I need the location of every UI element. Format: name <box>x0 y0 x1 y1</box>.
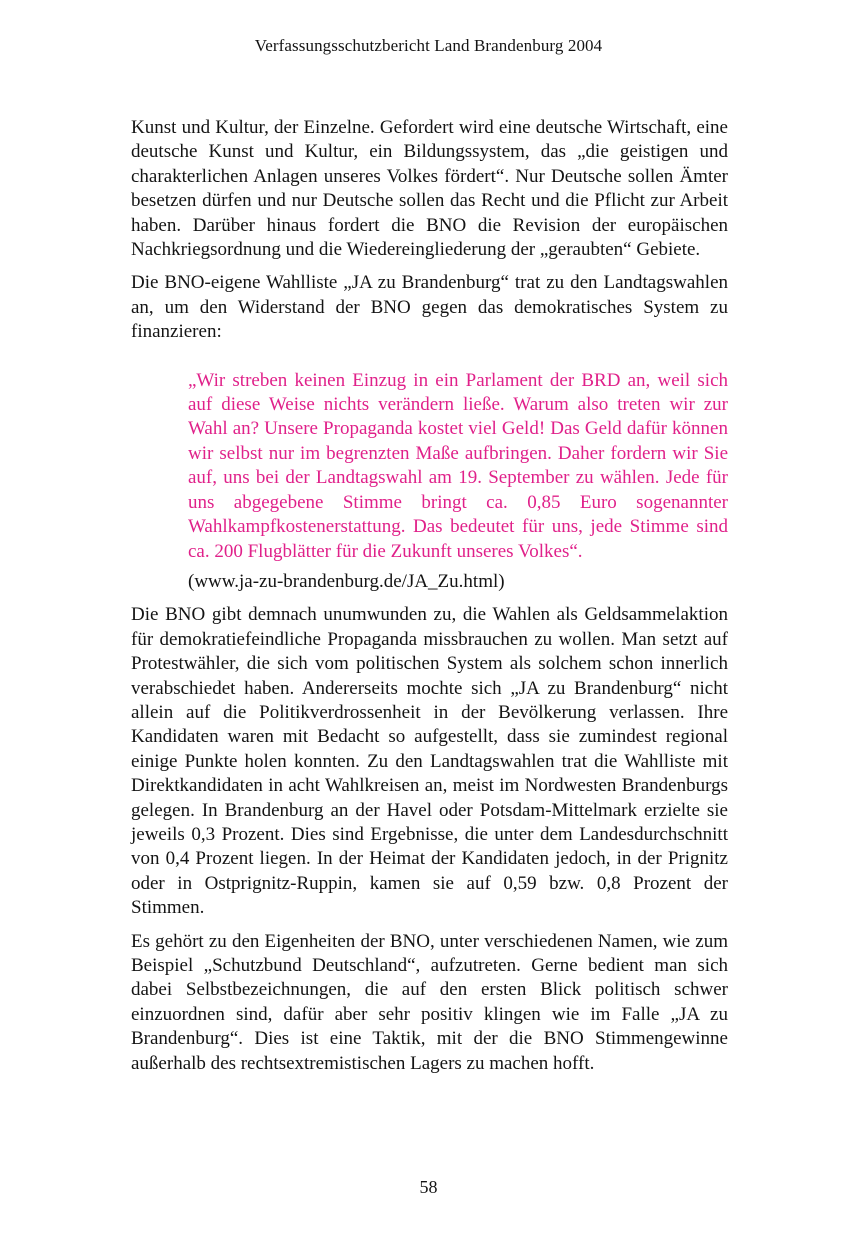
page-number: 58 <box>419 1177 438 1197</box>
paragraph-bno-tactics: Es gehört zu den Eigenheiten der BNO, unter verschiedenen Namen, wie zum Beispiel „Schutzbund Deutschland“, aufzutreten. Gerne bedient man sich dabei Selbstbezeichnungen, die auf den ersten Blick politisch schwer einzuordnen sind, dafür aber sehr positiv klingen wie im Falle „JA zu Brandenburg“. Dies ist eine Taktik, mit der die BNO Stimmengewinne außerhalb des rechtsextremistischen Lagers zu machen hofft. <box>131 930 728 1074</box>
quote-source-link: (www.ja-zu-brandenburg.de/JA_Zu.html) <box>188 570 505 592</box>
block-quote: „Wir streben keinen Einzug in ein Parlament der BRD an, weil sich auf diese Weise nichts verändern ließe. Warum also treten wir zur Wahl an? Unsere Propaganda kostet viel Geld! Das Geld dafür können wir selbst nur im begrenzten Maße aufbringen. Daher fordern wir Sie auf, uns bei der Landtagswahl am 19. September zu wählen. Jede für uns abgegebene Stimme bringt ca. 0,85 Euro sogenannter Wahlkampfkostenerstattung. Das bedeutet für uns, jede Stimme sind ca. 200 Flugblätter für die Zukunft unseres Volkes“. <box>188 369 728 562</box>
running-header: Verfassungsschutzbericht Land Brandenburg 2004 <box>254 36 603 55</box>
paragraph-election-results: Die BNO gibt demnach unumwunden zu, die Wahlen als Geldsammelaktion für demokratiefeindliche Propaganda missbrauchen zu wollen. Man setzt auf Protestwähler, die sich vom politischen System als solchem schon innerlich verabschiedet haben. Andererseits mochte sich „JA zu Brandenburg“ nicht allein auf die Politikverdrossenheit in der Bevölkerung verlassen. Ihre Kandidaten waren mit Bedacht so aufgestellt, dass sie zumindest regional einige Punkte holen konnten. Zu den Landtagswahlen trat die Wahlliste mit Direktkandidaten in acht Wahlkreisen an, meist im Nordwesten Brandenburgs gelegen. In Brandenburg an der Havel oder Potsdam-Mittelmark erzielte sie jeweils 0,3 Prozent. Dies sind Ergebnisse, die unter dem Landesdurchschnitt von 0,4 Prozent liegen. In der Heimat der Kandidaten jedoch, in der Prignitz oder in Ostprignitz-Ruppin, kamen sie auf 0,59 bzw. 0,8 Prozent der Stimmen. <box>131 604 728 919</box>
paragraph-wahlliste: Die BNO-eigene Wahlliste „JA zu Brandenburg“ trat zu den Landtagswahlen an, um den Widerstand der BNO gegen das demokratisches System zu finanzieren: <box>131 272 728 343</box>
paragraph-bno-program: Kunst und Kultur, der Einzelne. Gefordert wird eine deutsche Wirtschaft, eine deutsche Kunst und Kultur, ein Bildungssystem, das „die geistigen und charakterlichen Anlagen unseres Volkes fördert“. Nur Deutsche sollen Ämter besetzen dürfen und nur Deutsche sollen das Recht und die Pflicht zur Arbeit haben. Darüber hinaus fordert die BNO die Revision der europäischen Nachkriegsordnung und die Wiedereingliederung der „geraubten“ Gebiete. <box>131 117 728 261</box>
body-text <box>131 116 728 1076</box>
